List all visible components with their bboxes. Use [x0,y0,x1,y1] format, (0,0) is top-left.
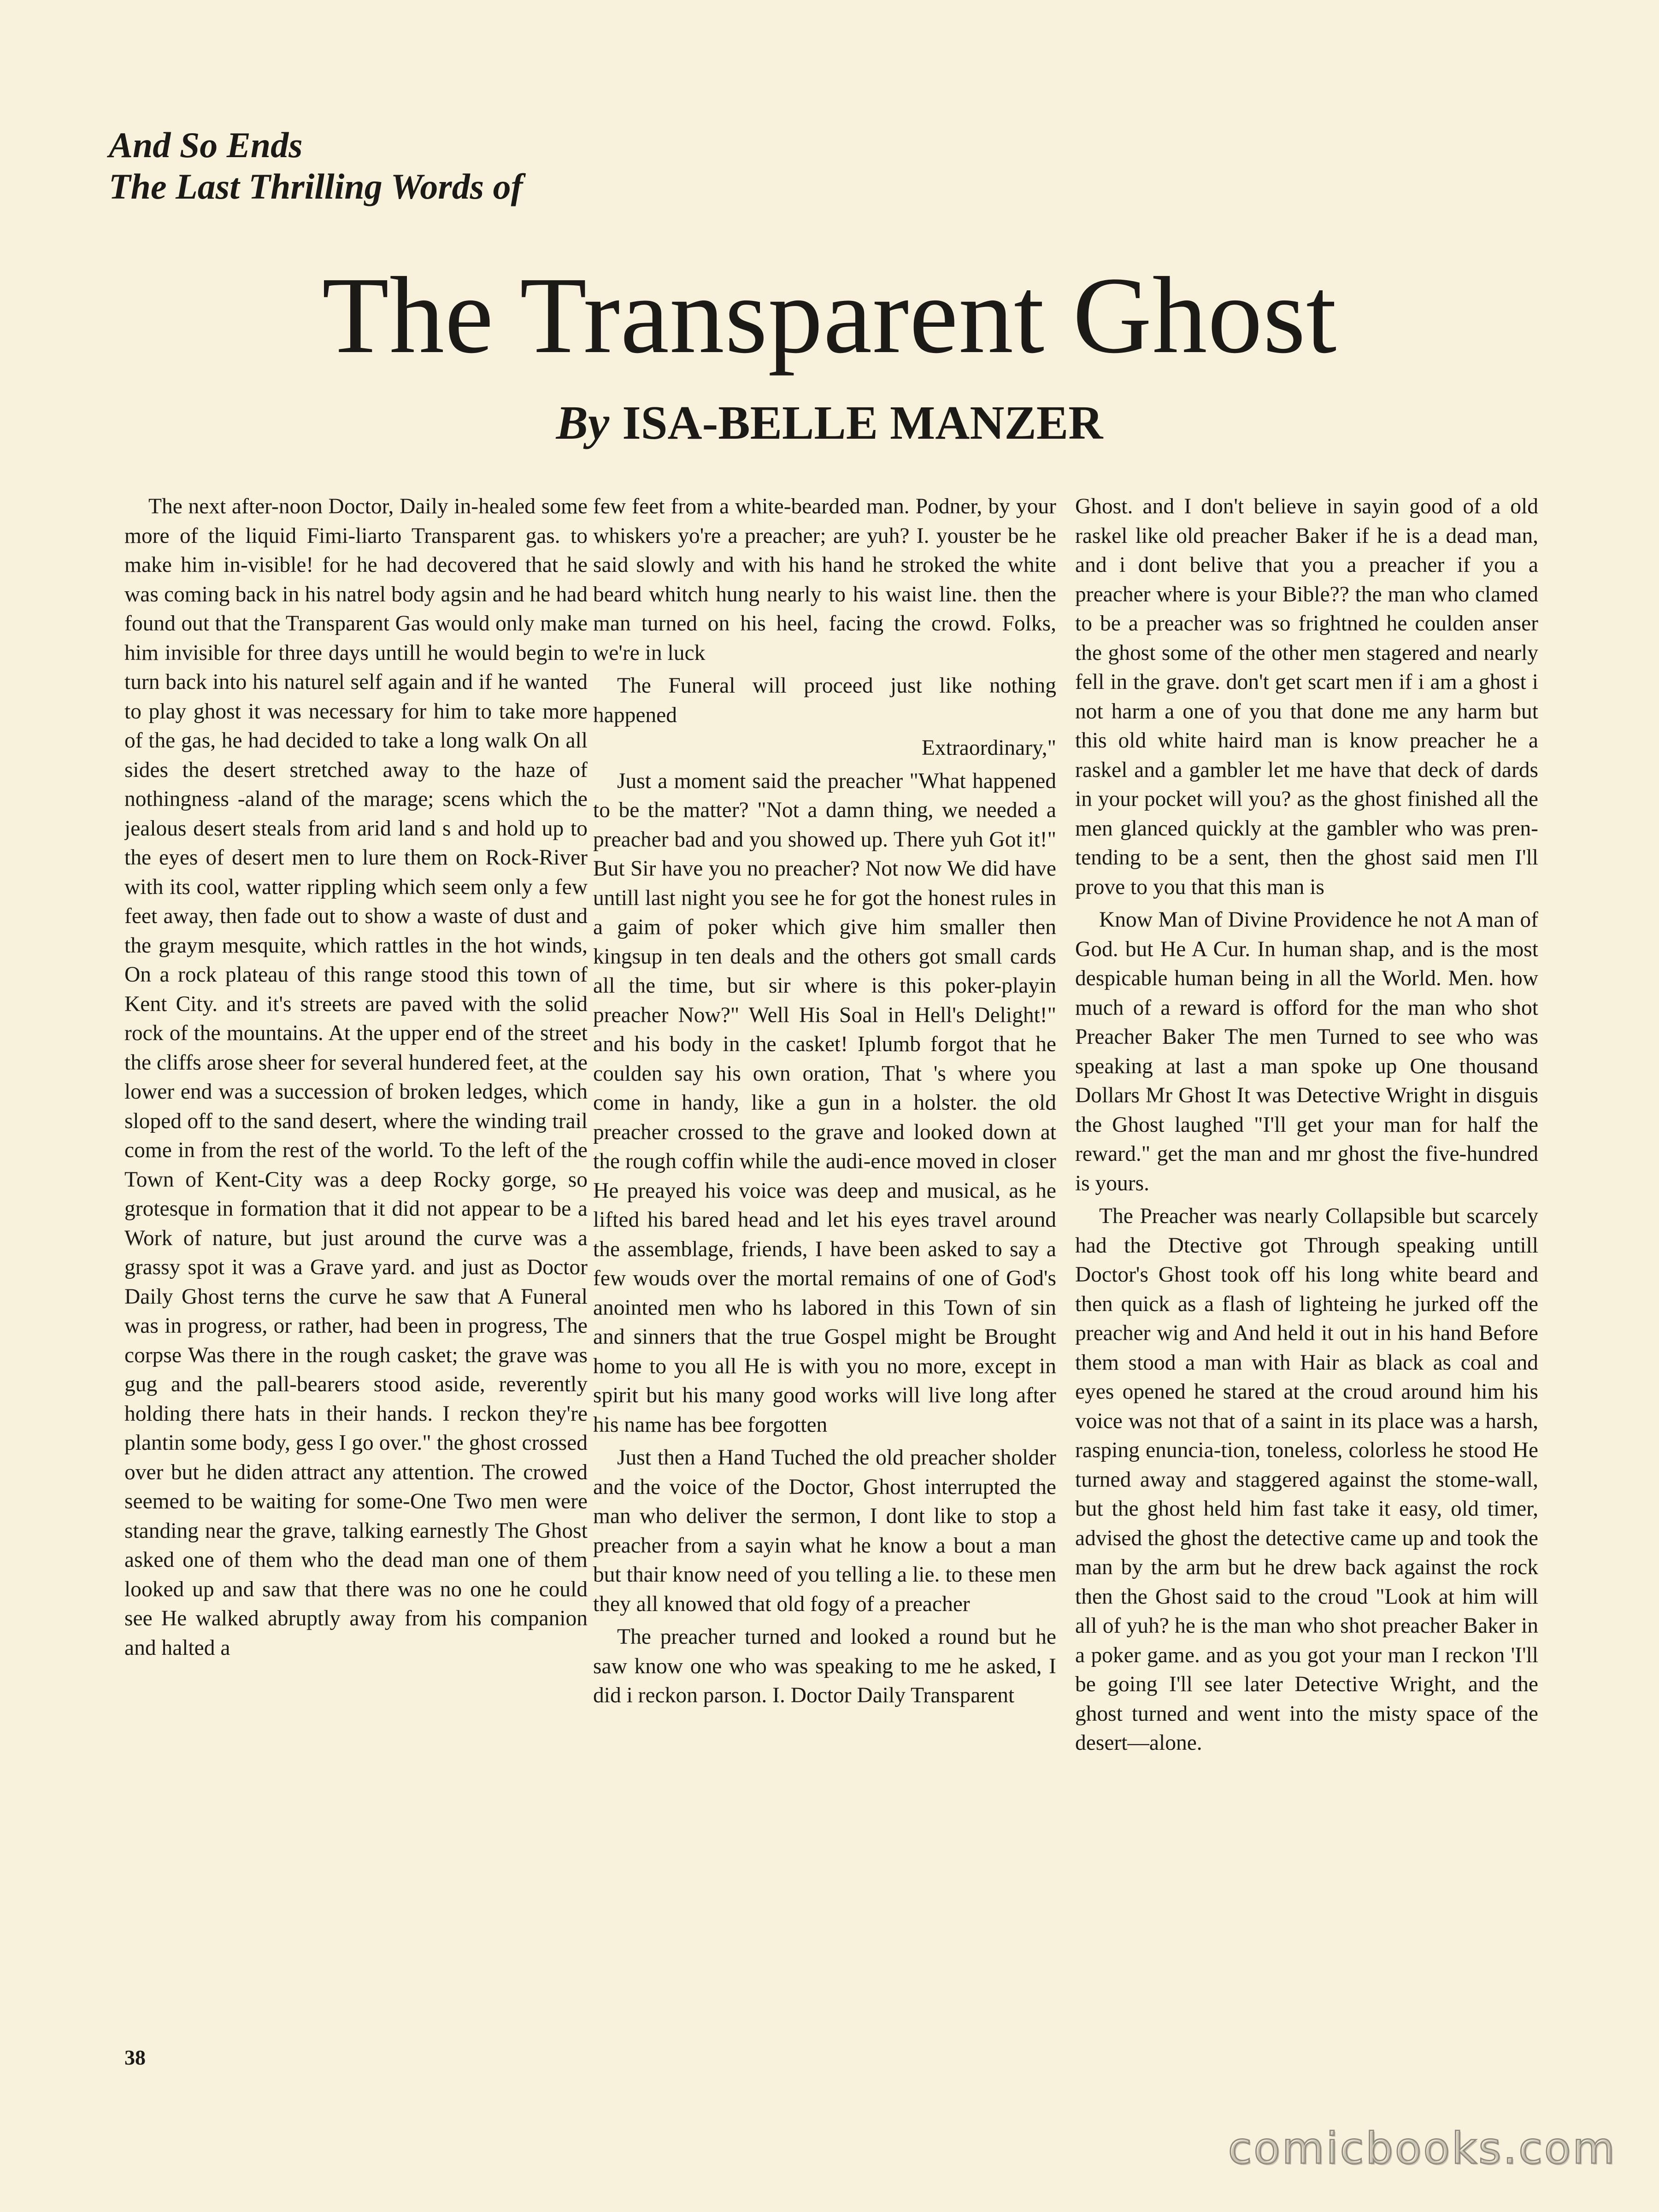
byline-author: ISA-BELLE MANZER [622,396,1103,449]
byline-by: By [556,396,610,449]
text-column-2 [593,492,1056,2059]
paragraph: Just then a Hand Tuched the old preacher sholder and the voice of the Doctor, Ghost interrupted the man who deliver the sermon, I dont like to stop a preacher from a sayin what he know a bout a man but thair know need of you telling a lie. to these men they all knowed that old fogy of a preacher [593,1446,1056,1616]
text-column-3 [1075,492,1538,2059]
intro-line-2: The Last Thrilling Words of [109,166,523,206]
intro-line-1: And So Ends [109,125,303,165]
byline [0,395,1659,451]
paragraph: The next after-noon Doctor, Daily in-healed some more of the liquid Fimi-liarto Transparent gas. to make him in-visible! for he had decovered that he was coming back in his natrel body agsin and he had found out that the Transparent Gas would only make him invisible for three days untill he would begin to turn back into his naturel self again and if he wanted to play ghost it was necessary for him to take more of the gas, he had decided to take a long walk On all sides the desert stretched away to the haze of nothingness -aland of the marage; scens which the jealous desert steals from arid land s and hold up to the eyes of desert men to lure them on Rock-River with its cool, watter rippling which seem only a few feet away, then fade out to show a waste of dust and the graym mesquite, which rattles in the hot winds, On a rock plateau of this range stood this town of Kent City. and it's streets are paved with the solid rock of the mountains. At the upper end of the street the cliffs arose sheer for several hundered feet, at the lower end was a succession of broken ledges, which sloped off to the sand desert, where the winding trail come in from the rest of the world. To the left of the Town of Kent-City was a deep Rocky gorge, so grotesque in formation that it did not appear to be a Work of nature, but just around the curve was a grassy spot it was a Grave yard. and just as Doctor Daily Ghost terns the curve he saw that A Funeral was in progress, or rather, had been in progress, The corpse Was there in the rough casket; the grave was gug and the pall-bearers stood aside, reverently holding there hats in their hands. I reckon they're plantin some body, gess I go over." the ghost crossed over but he diden attract any attention. The crowed seemed to be waiting for some-One Two men were standing near the grave, talking earnestly The Ghost asked one of them who the dead man one of them looked up and saw that there was no one he could see He walked abruptly away from his companion and halted a [124,494,588,1660]
story-title: The Transparent Ghost [322,255,1337,376]
intro-heading [109,124,523,207]
paragraph: The Funeral will proceed just like nothing happened [593,674,1056,727]
paragraph: The preacher turned and looked a round but he saw know one who was speaking to me he asked, I did i reckon parson. I. Doctor Daily Transparent [593,1625,1056,1707]
paragraph: Just a moment said the preacher "What happened to be the matter? "Not a damn thing, we needed a preacher bad and you showed up. There yuh Got it!" But Sir have you no preacher? Not now We did have untill last night you see he for got the honest rules in a gaim of poker which give him smaller then kingsup in ten deals and the others got small cards all the time, but sir where is this poker-playin preacher Now?" Well His Soal in Hell's Delight!" and his body in the casket! Iplumb forgot that he coulden say his own oration, That 's where you come in handy, like a gun in a holster. the old preacher crossed to the grave and looked down at the rough coffin while the audi-ence moved in closer He preayed his voice was deep and musical, as he lifted his bared head and let his eyes travel around the assemblage, friends, I have been asked to say a few wouds over the mortal remains of one of God's anointed men who hs labored in this Town of sin and sinners that the true Gospel might be Brought home to you all He is with you no more, except in spirit but his many good works will live long after his name has bee forgotten [593,769,1056,1437]
text-column-1 [124,492,588,2059]
paragraph: Extraordinary," [922,736,1056,760]
page-number: 38 [124,2046,146,2069]
watermark: comicbooks.com [1228,2124,1617,2174]
paragraph: The Preacher was nearly Collapsible but scarcely had the Dtective got Through speaking untill Doctor's Ghost took off his long white beard and then quick as a flash of lighteing he jurked off the preacher wig and And held it out in his hand Before them stood a man with Hair as black as coal and eyes opened he stared at the croud around him his voice was not that of a saint in its place was a harsh, rasping enuncia-tion, toneless, colorless he stood He turned away and staggered against the stome-wall, but the ghost held him fast take it easy, old timer, advised the ghost the detective came up and took the man by the arm but he drew back against the rock then the Ghost said to the croud "Look at him will all of yuh? he is the man who shot preacher Baker in a poker game. and as you got your man I reckon 'I'll be going I'll see later Detective Wright, and the ghost turned and went into the misty space of the desert—alone. [1075,1204,1538,1755]
paragraph: Ghost. and I don't believe in sayin good of a old raskel like old preacher Baker if he is a dead man, and i dont belive that you a preacher if you a preacher where is your Bible?? the man who clamed to be a preacher was so frightned he coulden anser the ghost some of the other men stagered and nearly fell in the grave. don't get scart men if i am a ghost i not harm a one of you that done me any harm but this old white haird man is know preacher he a raskel and a gambler let me have that deck of dards in your pocket will you? as the ghost finished all the men glanced quickly at the gambler who was pren-tending to be a sent, then the ghost said men I'll prove to you that this man is [1075,494,1538,899]
paragraph: few feet from a white-bearded man. Podner, by your whiskers yo're a preacher; are yuh? I. youster be he said slowly and with his hand he stroked the white beard whitch hung nearly to his waist line. then the man turned on his heel, facing the crowd. Folks, we're in luck [593,494,1056,665]
paragraph: Know Man of Divine Providence he not A man of God. but He A Cur. In human shap, and is the most despicable human being in all the World. Men. how much of a reward is offord for the man who shot Preacher Baker The men Turned to see who was speaking at last a man spoke up One thousand Dollars Mr Ghost It was Detective Wright in disguis the Ghost laughed "I'll get your man for half the reward." get the man and mr ghost the five-hundred is yours. [1075,908,1538,1195]
